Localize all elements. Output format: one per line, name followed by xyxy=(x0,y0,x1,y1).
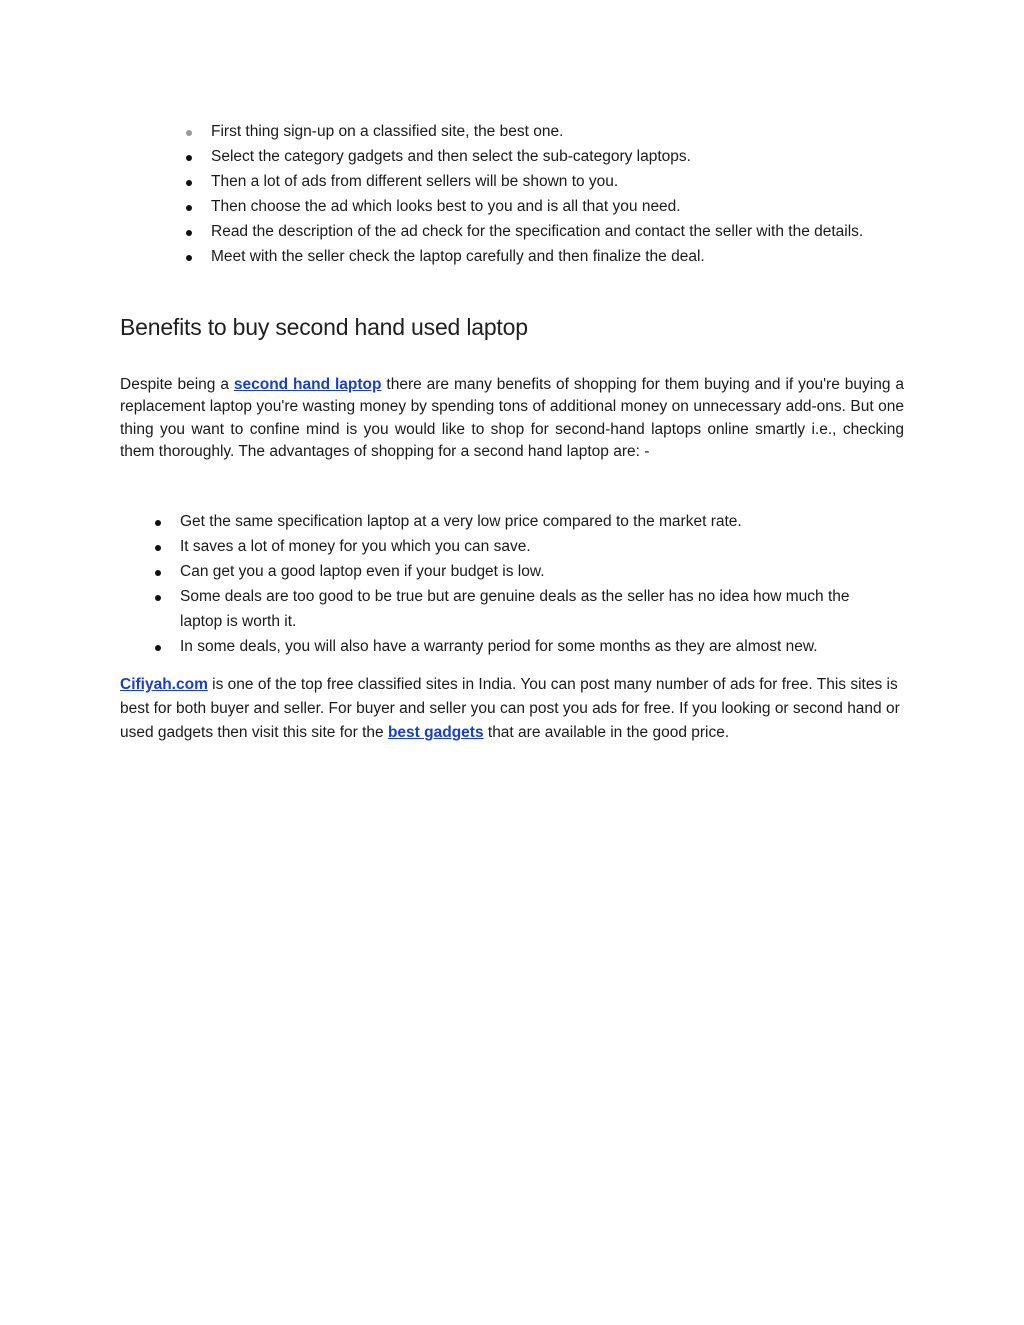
list-item xyxy=(186,170,906,195)
list-item xyxy=(155,510,880,535)
list-item xyxy=(186,195,906,220)
list-item xyxy=(186,220,906,245)
section-heading: Benefits to buy second hand used laptop xyxy=(120,314,528,340)
bullet-icon xyxy=(186,130,192,136)
list-item xyxy=(186,120,906,145)
list-item xyxy=(155,535,880,560)
list-item xyxy=(155,585,880,634)
list-item-text: Meet with the seller check the laptop carefully and then finalize the deal. xyxy=(211,248,705,265)
bullet-icon xyxy=(155,595,161,601)
bullet-icon xyxy=(186,230,192,236)
list-item-text: Read the description of the ad check for the specification and contact the seller with the details. xyxy=(211,223,864,240)
list-item xyxy=(186,245,906,270)
list-item-text: Can get you a good laptop even if your budget is low. xyxy=(180,563,545,580)
bullet-icon xyxy=(155,570,161,576)
list-item-text: Some deals are too good to be true but are genuine deals as the seller has no idea how much the laptop is worth it. xyxy=(180,588,850,630)
bullet-icon xyxy=(155,520,161,526)
second-hand-laptop-link[interactable]: second hand laptop xyxy=(233,376,382,393)
steps-list xyxy=(186,120,906,270)
bullet-icon xyxy=(186,205,192,211)
bullet-icon xyxy=(186,155,192,161)
bullet-icon xyxy=(186,255,192,261)
bullet-icon xyxy=(155,545,161,551)
benefits-list xyxy=(155,510,880,660)
intro-text-end: there are many benefits of shopping for them buying and if you're buying a replacement laptop you're wasting money by spending tons of additional money on unnecessary add-ons. But one thing you want to confine mind is you would like to shop for second-hand laptops online smartly i.e., checking them thoroughly. The advantages of shopping for a second hand laptop are: - xyxy=(120,376,904,461)
list-item xyxy=(186,145,906,170)
bullet-icon xyxy=(186,180,192,186)
list-item xyxy=(155,635,880,660)
list-item-text: Then a lot of ads from different sellers will be shown to you. xyxy=(211,173,619,190)
list-item-text: In some deals, you will also have a warranty period for some months as they are almost new. xyxy=(180,637,818,655)
intro-text-start: Despite being a xyxy=(120,376,234,393)
list-item-text: Get the same specification laptop at a very low price compared to the market rate. xyxy=(180,513,742,530)
closing-text-end: that are available in the good price. xyxy=(483,724,730,742)
closing-paragraph xyxy=(120,673,906,746)
cifiyah-link[interactable]: Cifiyah.com xyxy=(120,676,208,693)
list-item-text: Select the category gadgets and then select the sub-category laptops. xyxy=(211,148,691,165)
list-item-text: It saves a lot of money for you which you can save. xyxy=(180,538,531,555)
intro-paragraph xyxy=(120,374,904,464)
list-item-text: Then choose the ad which looks best to you and is all that you need. xyxy=(211,198,681,215)
bullet-icon xyxy=(155,645,161,651)
best-gadgets-link[interactable]: best gadgets xyxy=(387,724,484,742)
list-item-text: First thing sign-up on a classified site, the best one. xyxy=(211,123,564,140)
list-item xyxy=(155,560,880,585)
closing-text-middle: is one of the top free classified sites in India. You can post many number of ads for free. This sites is best for both buyer and seller. For buyer and seller you can post you ads for free. If you looking or second hand or used gadgets then visit this site for the xyxy=(120,676,900,742)
